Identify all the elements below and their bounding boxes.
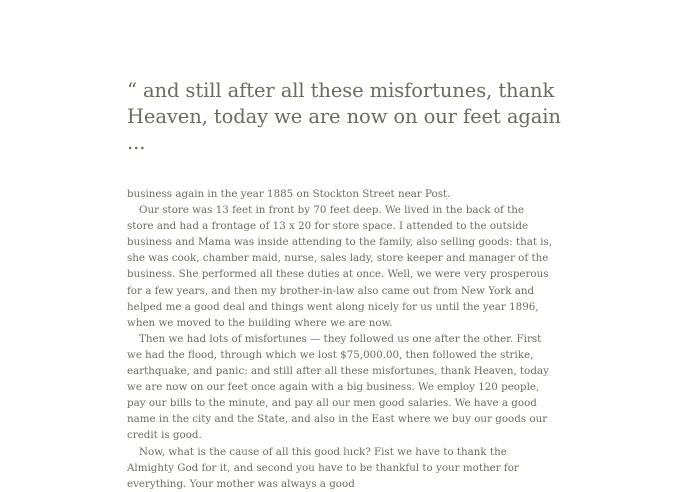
paragraph-good-luck: Now, what is the cause of all this good luck? Fist we have to thank the Almighty God for it, and second you have to be thankful to your mother for everything. Your mother was always a good [127, 445, 519, 490]
pull-quote: “ and still after all these misfortunes, thank Heaven, today we are now on our feet again ... [127, 79, 561, 154]
paragraph-continuation: business again in the year 1885 on Stockton Street near Post. [127, 188, 451, 200]
paragraph-misfortunes: Then we had lots of misfortunes — they followed us one after the other. First we had the flood, through which we lost $75,000.00, then followed the strike, earthquake, and panic: and still after all these misfortunes, thank Heaven, today we are now on our feet once again with a big business. We employ 120 people, pay our bills to the minute, and pay all our men good salaries. We have a good name in the city and the State, and also in the East where we buy our goods our credit is good. [127, 332, 549, 442]
body-text [127, 186, 553, 492]
paragraph-store-description: Our store was 13 feet in front by 70 feet deep. We lived in the back of the store and had a frontage of 13 x 20 for store space. I attended to the outside business and Mama was inside attending to the family, also selling goods: that is, she was cook, chamber maid, nurse, sales lady, store keeper and manager of the business. She performed all these duties at once. Well, we were very prosperous for a few years, and then my brother-in-law also came out from New York and helped me a good deal and things went along nicely for us until the year 1896, when we moved to the building where we are now. [127, 204, 553, 329]
